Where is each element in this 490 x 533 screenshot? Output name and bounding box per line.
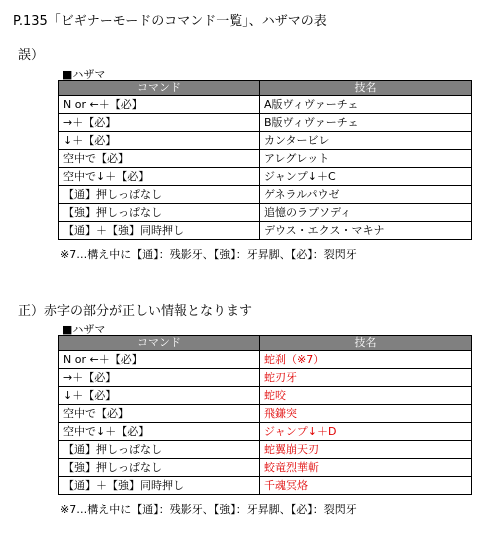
correct-section-label: 正）赤字の部分が正しい情報となります — [18, 304, 253, 319]
move-cell: 追憶のラプソディ — [260, 204, 472, 222]
table-row — [59, 459, 472, 477]
command-cell: 【通】＋【強】同時押し — [59, 477, 260, 495]
command-cell: N or ←＋【必】 — [59, 96, 260, 114]
command-column-header: コマンド — [59, 336, 260, 351]
page-title: P.135「ビギナーモードのコマンド一覧」、ハザマの表 — [13, 14, 327, 29]
move-column-header: 技名 — [260, 81, 472, 96]
command-cell: 【通】＋【強】同時押し — [59, 222, 260, 240]
table-header-row — [59, 81, 472, 96]
corrected-move-cell: 蛇咬 — [260, 387, 472, 405]
command-cell: ↓＋【必】 — [59, 387, 260, 405]
move-cell: B版ヴィヴァーチェ — [260, 114, 472, 132]
table-row — [59, 150, 472, 168]
move-cell: ゲネラルパウゼ — [260, 186, 472, 204]
command-cell: →＋【必】 — [59, 114, 260, 132]
command-cell: 【強】押しっぱなし — [59, 459, 260, 477]
corrected-move-cell: 千魂冥烙 — [260, 477, 472, 495]
move-column-header: 技名 — [260, 336, 472, 351]
command-cell: →＋【必】 — [59, 369, 260, 387]
command-cell: 【通】押しっぱなし — [59, 186, 260, 204]
command-cell: 空中で【必】 — [59, 150, 260, 168]
corrected-move-cell: ジャンプ↓＋D — [260, 423, 472, 441]
table-row — [59, 477, 472, 495]
table-row — [59, 186, 472, 204]
table-row — [59, 96, 472, 114]
move-cell: デウス・エクス・マキナ — [260, 222, 472, 240]
command-cell: 空中で↓＋【必】 — [59, 423, 260, 441]
command-cell: 空中で【必】 — [59, 405, 260, 423]
wrong-section-label: 誤） — [18, 48, 45, 63]
move-cell: ジャンプ↓＋C — [260, 168, 472, 186]
table-row — [59, 222, 472, 240]
corrected-move-cell: 飛鎌突 — [260, 405, 472, 423]
table-row — [59, 387, 472, 405]
table-header-row — [59, 336, 472, 351]
move-cell: アレグレット — [260, 150, 472, 168]
table-row — [59, 168, 472, 186]
correct-table-label: ■ハザマ — [62, 323, 106, 336]
corrected-move-cell: 蛇刹（※7） — [260, 351, 472, 369]
wrong-table — [58, 80, 472, 240]
move-cell: A版ヴィヴァーチェ — [260, 96, 472, 114]
table-row — [59, 114, 472, 132]
command-cell: 【通】押しっぱなし — [59, 441, 260, 459]
command-column-header: コマンド — [59, 81, 260, 96]
correct-table — [58, 335, 472, 495]
corrected-move-cell: 蛇刃牙 — [260, 369, 472, 387]
corrected-move-cell: 蛟竜烈華斬 — [260, 459, 472, 477]
move-cell: カンタービレ — [260, 132, 472, 150]
table-row — [59, 204, 472, 222]
command-cell: N or ←＋【必】 — [59, 351, 260, 369]
wrong-table-label: ■ハザマ — [62, 68, 106, 81]
wrong-footnote: ※7…構え中に【通】：残影牙、【強】：牙昇脚、【必】：裂閃牙 — [60, 248, 357, 261]
table-row — [59, 351, 472, 369]
command-cell: 【強】押しっぱなし — [59, 204, 260, 222]
table-row — [59, 132, 472, 150]
command-cell: ↓＋【必】 — [59, 132, 260, 150]
table-row — [59, 369, 472, 387]
table-row — [59, 441, 472, 459]
corrected-move-cell: 蛇翼崩天刃 — [260, 441, 472, 459]
table-row — [59, 405, 472, 423]
table-row — [59, 423, 472, 441]
command-cell: 空中で↓＋【必】 — [59, 168, 260, 186]
correct-footnote: ※7…構え中に【通】：残影牙、【強】：牙昇脚、【必】：裂閃牙 — [60, 503, 357, 516]
